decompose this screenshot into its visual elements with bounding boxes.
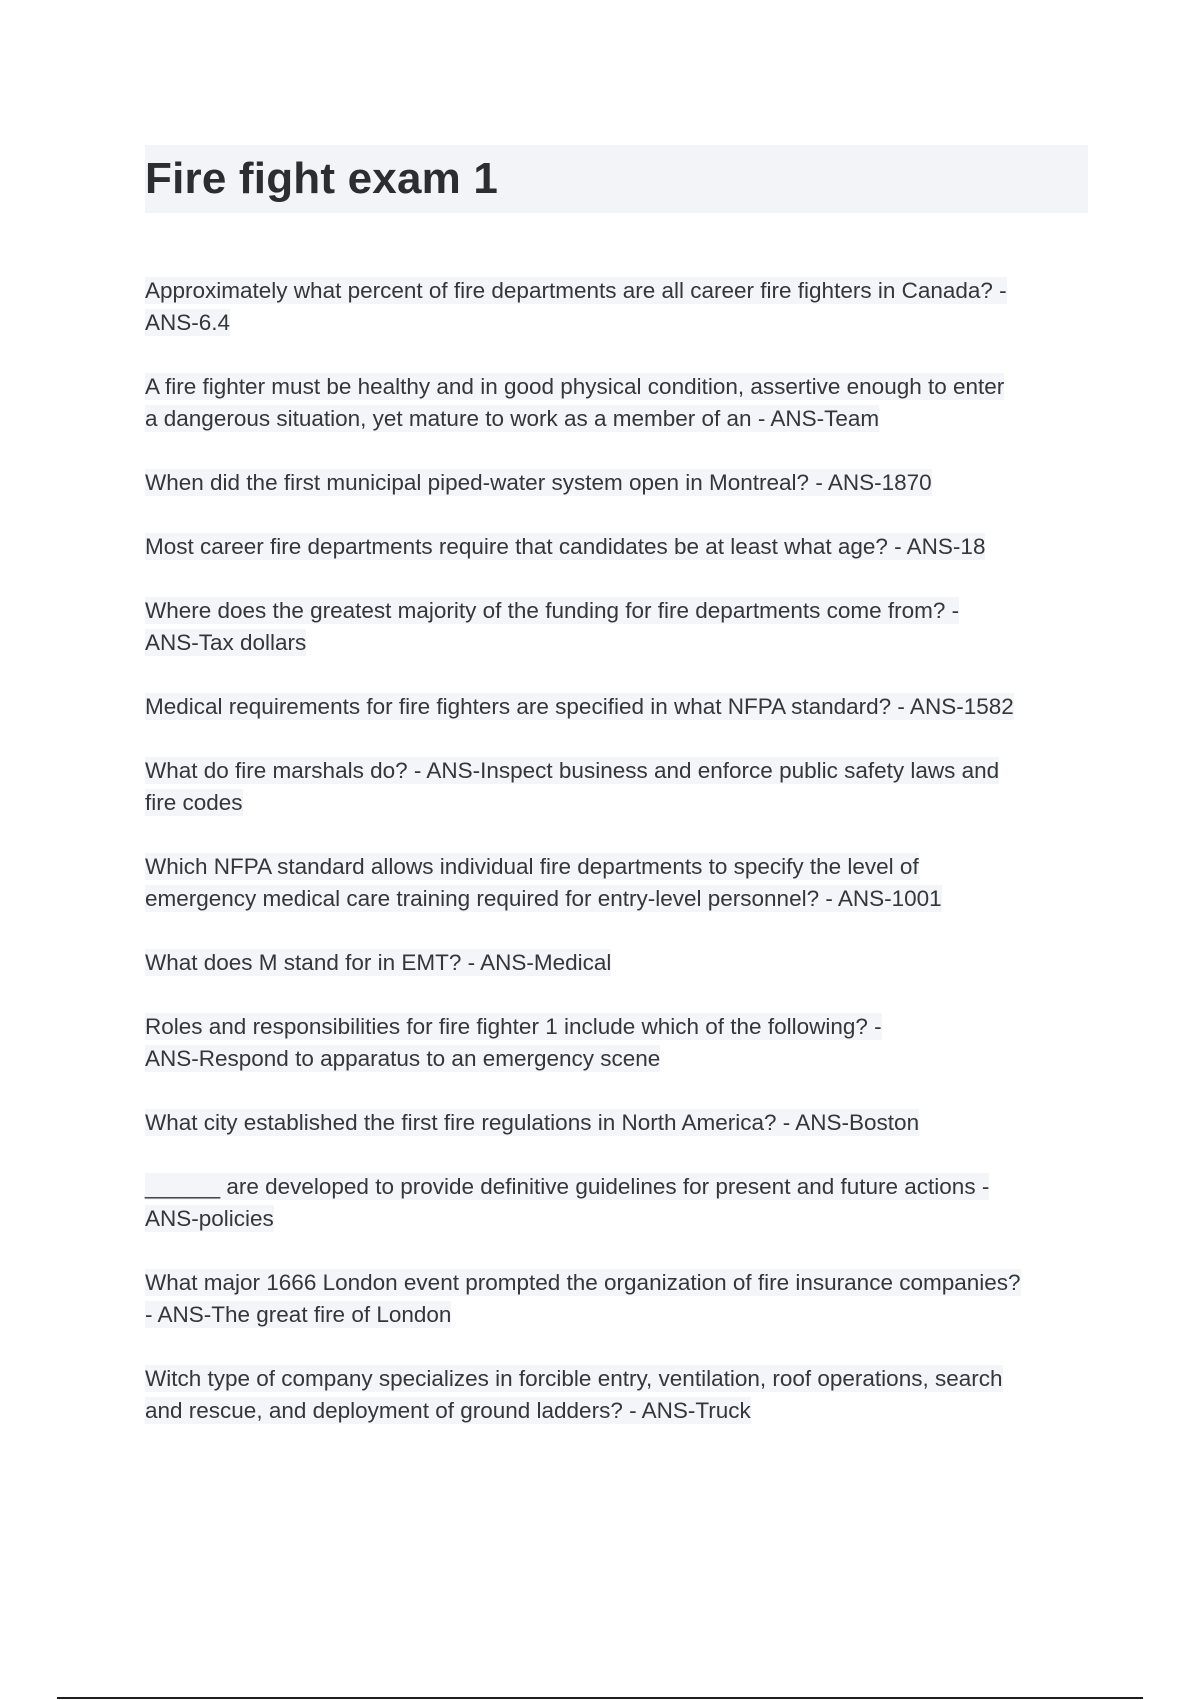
- qa-item-3: [145, 467, 1090, 499]
- qa-item-1: [145, 275, 1090, 339]
- title-block: [145, 145, 1088, 213]
- qa-item-11: [145, 1107, 1090, 1139]
- qa-item-9: [145, 947, 1090, 979]
- qa-item-14: [145, 1363, 1090, 1427]
- qa-text-1: Approximately what percent of fire departments are all career fire fighters in Canada? - ANS-6.4: [145, 278, 1007, 335]
- qa-text-4: Most career fire departments require that candidates be at least what age? - ANS-18: [145, 534, 986, 559]
- page-title: Fire fight exam 1: [145, 154, 499, 203]
- qa-text-11: What city established the first fire regulations in North America? - ANS-Boston: [145, 1110, 920, 1135]
- qa-text-5: Where does the greatest majority of the funding for fire departments come from? - ANS-Tax dollars: [145, 598, 960, 655]
- qa-text-8: Which NFPA standard allows individual fire departments to specify the level of emergency medical care training required for entry-level personnel? - ANS-1001: [145, 854, 942, 911]
- qa-text-12: ______ are developed to provide definitive guidelines for present and future actions - ANS-policies: [145, 1174, 990, 1231]
- qa-item-6: [145, 691, 1090, 723]
- qa-item-13: [145, 1267, 1090, 1331]
- qa-text-6: Medical requirements for fire fighters are specified in what NFPA standard? - ANS-1582: [145, 694, 1014, 719]
- qa-item-8: [145, 851, 1090, 915]
- qa-item-7: [145, 755, 1090, 819]
- qa-text-2: A fire fighter must be healthy and in good physical condition, assertive enough to enter a dangerous situation, yet mature to work as a member of an - ANS-Team: [145, 374, 1005, 431]
- qa-text-13: What major 1666 London event prompted the organization of fire insurance companies? - ANS-The great fire of London: [145, 1270, 1021, 1327]
- question-answer-list: [145, 275, 1090, 1459]
- qa-item-10: [145, 1011, 1090, 1075]
- qa-item-12: [145, 1171, 1090, 1235]
- qa-item-2: [145, 371, 1090, 435]
- qa-text-7: What do fire marshals do? - ANS-Inspect business and enforce public safety laws and fire codes: [145, 758, 1000, 815]
- qa-text-9: What does M stand for in EMT? - ANS-Medical: [145, 950, 612, 975]
- qa-item-5: [145, 595, 1090, 659]
- footer-rule: [57, 1697, 1143, 1699]
- qa-text-10: Roles and responsibilities for fire fighter 1 include which of the following? - ANS-Respond to apparatus to an emergency scene: [145, 1014, 882, 1071]
- qa-item-4: [145, 531, 1090, 563]
- qa-text-14: Witch type of company specializes in forcible entry, ventilation, roof operations, search and rescue, and deployment of ground ladders? - ANS-Truck: [145, 1366, 1003, 1423]
- qa-text-3: When did the first municipal piped-water system open in Montreal? - ANS-1870: [145, 470, 932, 495]
